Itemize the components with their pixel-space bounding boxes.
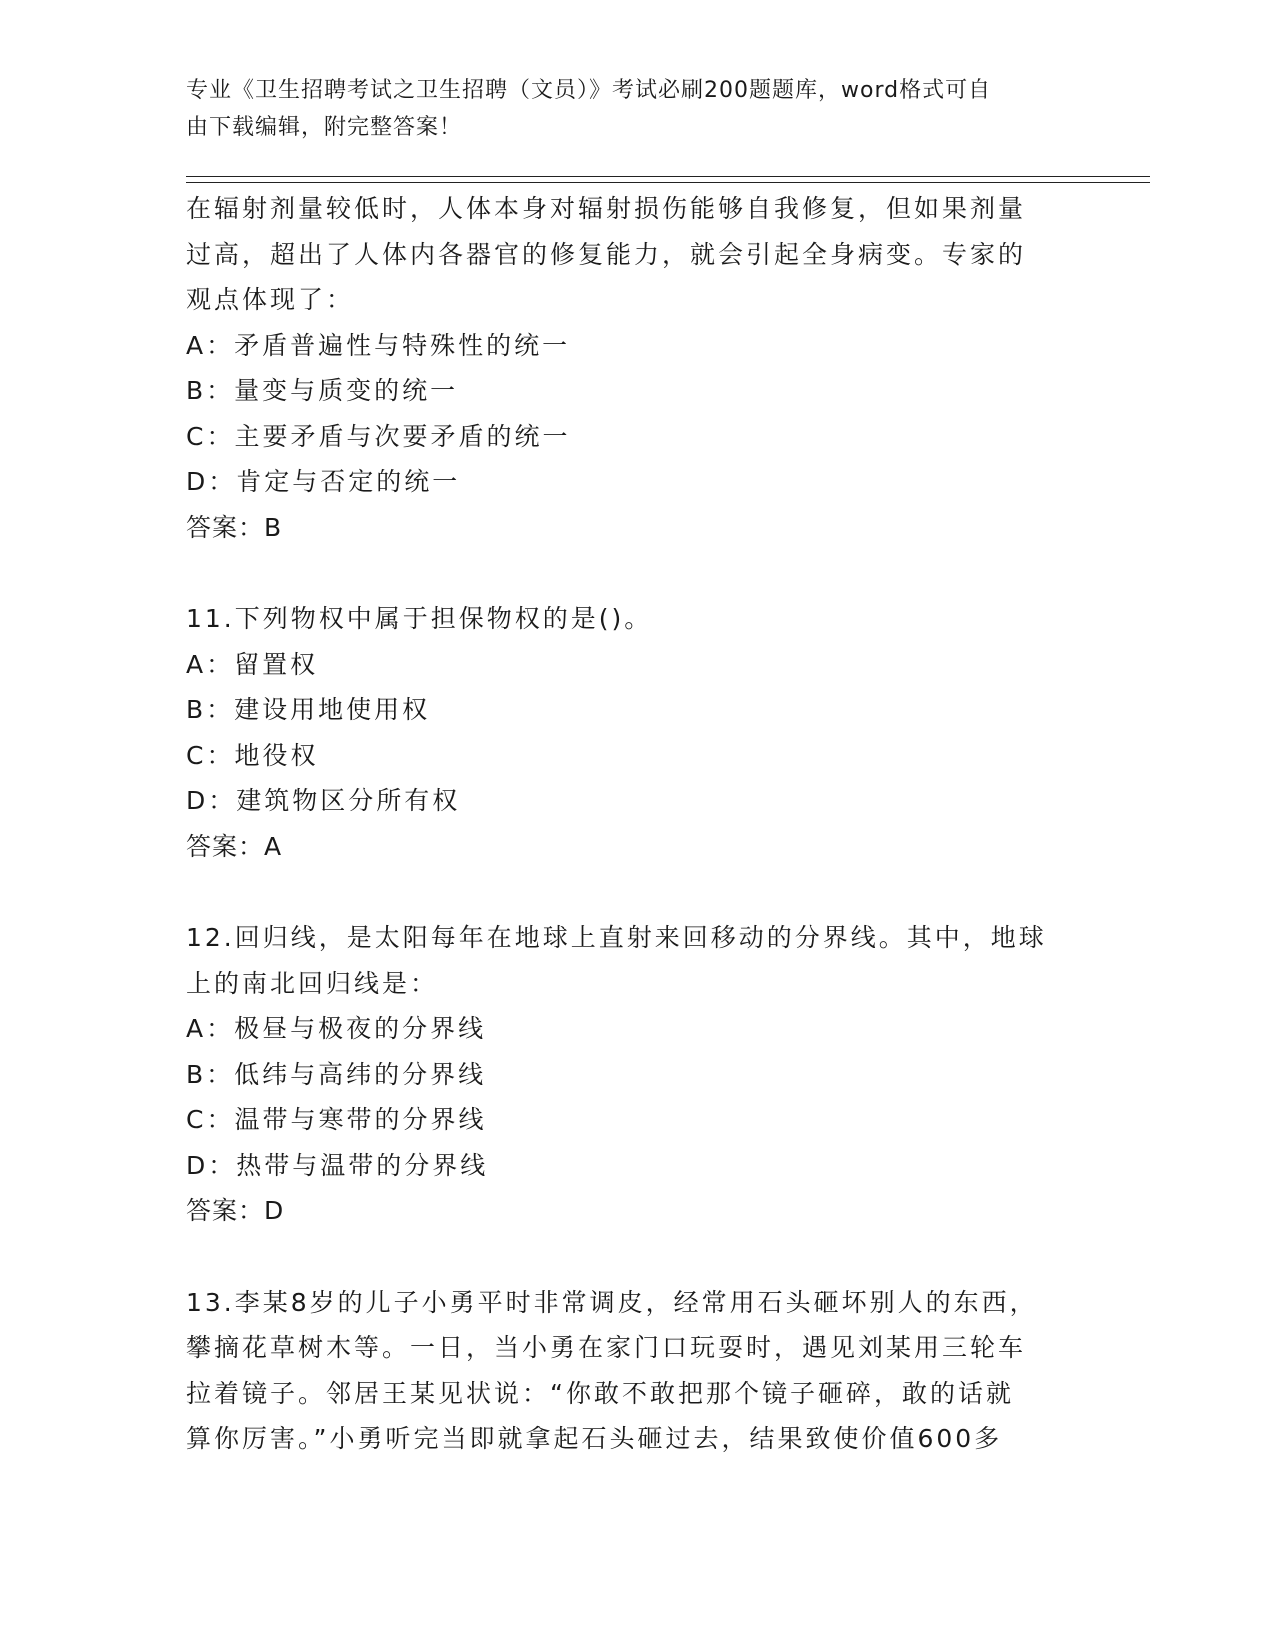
answer-line: 答案：B — [186, 512, 283, 542]
question-list — [186, 186, 1086, 1462]
answer-line: 答案：A — [186, 831, 283, 861]
question-stem-line: 攀摘花草树木等。一日，当小勇在家门口玩耍时，遇见刘某用三轮车 — [186, 1333, 1027, 1362]
question-stem-line: 上的南北回归线是： — [186, 968, 439, 998]
option-b: B：建设用地使用权 — [186, 695, 431, 724]
header-divider-top — [186, 176, 1150, 177]
option-c: C：主要矛盾与次要矛盾的统一 — [186, 421, 571, 451]
option-b: B：低纬与高纬的分界线 — [186, 1059, 487, 1089]
option-b: B：量变与质变的统一 — [186, 376, 459, 405]
question-stem-line: 算你厉害。”小勇听完当即就拿起石头砸过去，结果致使价值600多 — [186, 1424, 1003, 1453]
header-line-2: 由下载编辑，附完整答案！ — [186, 115, 463, 140]
question-spacer — [186, 1234, 1086, 1280]
question-stem-line: 观点体现了： — [186, 285, 355, 314]
question-stem-line: 11.下列物权中属于担保物权的是()。 — [186, 604, 653, 633]
header-divider-bottom — [186, 182, 1150, 183]
option-a: A：留置权 — [186, 649, 319, 679]
option-c: C：温带与寒带的分界线 — [186, 1105, 487, 1134]
option-d: D：热带与温带的分界线 — [186, 1150, 489, 1180]
option-d: D：建筑物区分所有权 — [186, 786, 461, 815]
question-11 — [186, 596, 1086, 869]
document-header — [186, 72, 1066, 146]
question-stem-line: 拉着镜子。邻居王某见状说：“你敢不敢把那个镜子砸碎，敢的话就 — [186, 1378, 1014, 1408]
option-a: A：矛盾普遍性与特殊性的统一 — [186, 330, 571, 360]
option-d: D：肯定与否定的统一 — [186, 467, 461, 496]
header-line-1: 专业《卫生招聘考试之卫生招聘（文员）》考试必刷200题题库，word格式可自 — [186, 78, 992, 103]
answer-line: 答案：D — [186, 1196, 285, 1225]
question-stem-line: 13.李某8岁的儿子小勇平时非常调皮，经常用石头砸坏别人的东西， — [186, 1287, 1038, 1317]
question-spacer — [186, 869, 1086, 915]
question-10 — [186, 186, 1086, 550]
question-12 — [186, 915, 1086, 1234]
option-c: C：地役权 — [186, 740, 319, 770]
question-spacer — [186, 550, 1086, 596]
option-a: A：极昼与极夜的分界线 — [186, 1014, 487, 1043]
question-stem-line: 过高，超出了人体内各器官的修复能力，就会引起全身病变。专家的 — [186, 239, 1027, 269]
question-13 — [186, 1280, 1086, 1462]
question-stem-line: 12.回归线，是太阳每年在地球上直射来回移动的分界线。其中，地球 — [186, 923, 1047, 952]
question-stem-line: 在辐射剂量较低时，人体本身对辐射损伤能够自我修复，但如果剂量 — [186, 194, 1027, 223]
